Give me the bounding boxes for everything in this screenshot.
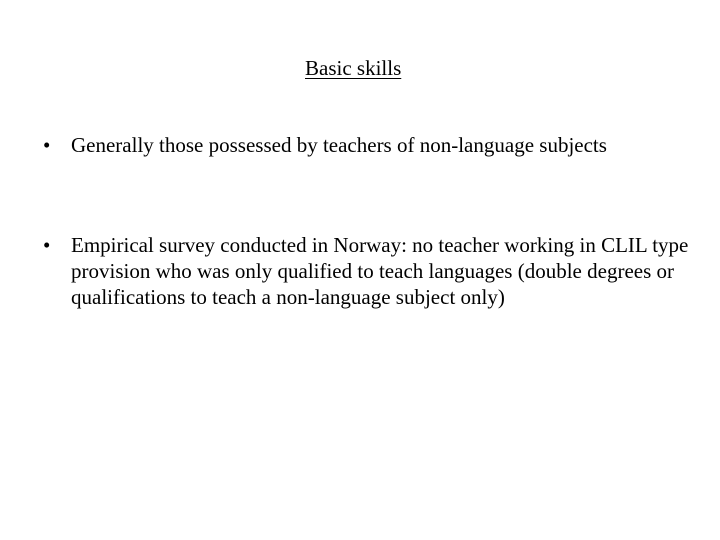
bullet-marker: • <box>43 233 51 257</box>
slide-title <box>305 55 401 81</box>
bullet-item <box>43 232 693 310</box>
slide-title-text: Basic skills <box>305 56 402 80</box>
bullet-text: Empirical survey conducted in Norway: no teacher working in CLIL type provision who was only qualified to teach languages (double degrees or qualifications to teach a non-language subject only) <box>71 233 689 309</box>
bullet-text: Generally those possessed by teachers of non-language subjects <box>71 133 607 157</box>
bullet-item <box>43 132 693 158</box>
bullet-marker: • <box>43 133 51 157</box>
